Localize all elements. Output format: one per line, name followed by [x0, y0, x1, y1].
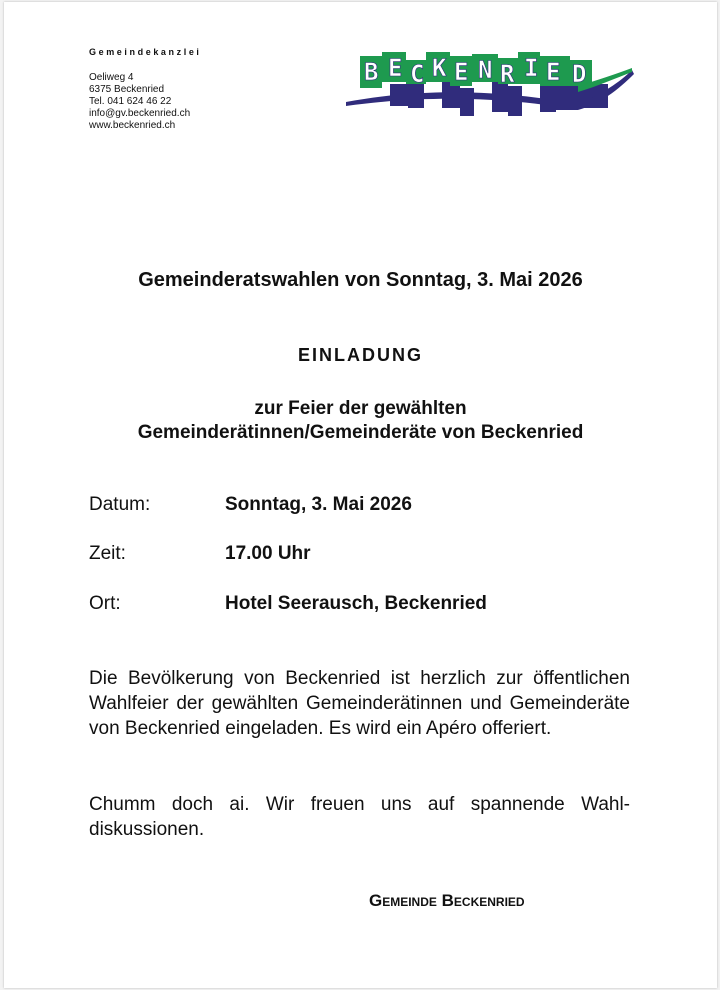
detail-value: Sonntag, 3. Mai 2026: [225, 494, 412, 515]
logo-letter: E: [546, 58, 561, 86]
logo-letter: B: [364, 58, 379, 86]
detail-label: Datum:: [89, 494, 151, 515]
logo-letter: N: [478, 56, 493, 84]
sender-address-block: [89, 46, 202, 132]
logo-letter: E: [454, 58, 469, 86]
subtitle-line: zur Feier der gewählten: [254, 398, 467, 419]
detail-value: 17.00 Uhr: [225, 543, 311, 564]
signature: Gemeinde Beckenried: [369, 891, 525, 910]
phone-number: Tel. 041 624 46 22: [89, 96, 172, 107]
detail-label: Ort:: [89, 593, 121, 614]
detail-row-location: [89, 593, 487, 615]
beckenried-logo: [342, 46, 634, 122]
subtitle-line: Gemeinderätinnen/Gemeinderäte von Beckenried: [137, 422, 584, 443]
logo-letter: E: [388, 54, 403, 82]
invitation-subtitle: [4, 397, 717, 445]
logo-letter: D: [572, 60, 587, 88]
postal-city: 6375 Beckenried: [89, 84, 165, 95]
body-paragraph: Chumm doch ai. Wir freuen uns auf spannende Wahldiskussionen.: [89, 794, 630, 840]
logo-letter: C: [410, 60, 425, 88]
logo-letter: R: [500, 60, 515, 88]
department-name: Gemeindekanzlei: [89, 47, 202, 57]
document-page: [4, 2, 717, 988]
website-address: www.beckenried.ch: [89, 120, 176, 131]
logo-letter: K: [432, 54, 447, 82]
body-paragraph: Die Bevölkerung von Beckenried ist herzlich zur öffentlichen Wahlfeier der gewählten Gemeinderätinnen und Gemeinderäte von Beckenried eingeladen. Es wird ein Apéro offeriert.: [89, 668, 630, 739]
detail-value: Hotel Seerausch, Beckenried: [225, 593, 487, 614]
street-address: Oeliweg 4: [89, 72, 134, 83]
detail-row-date: [89, 494, 412, 516]
detail-label: Zeit:: [89, 543, 126, 564]
logo-letter: I: [524, 54, 539, 82]
detail-row-time: [89, 543, 311, 565]
election-title: Gemeinderatswahlen von Sonntag, 3. Mai 2026: [138, 269, 583, 291]
email-address: info@gv.beckenried.ch: [89, 108, 191, 119]
invitation-heading: EINLADUNG: [298, 345, 423, 365]
